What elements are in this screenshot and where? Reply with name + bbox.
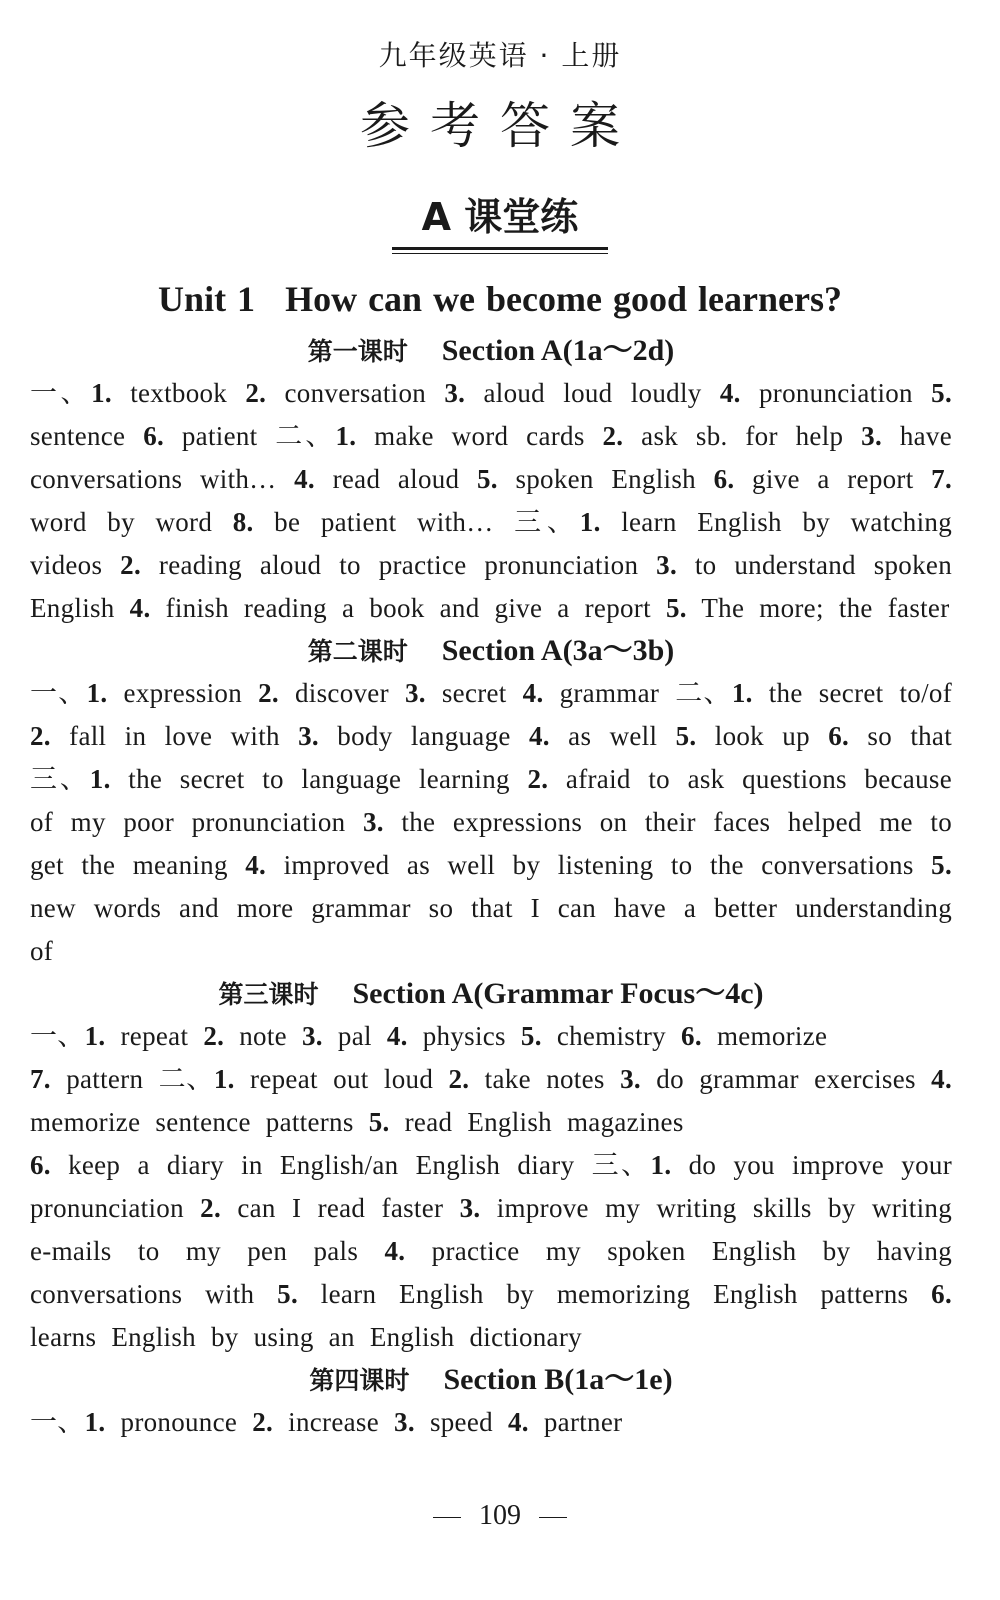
answer-text: secret — [425, 678, 523, 708]
answer-number: 2. — [258, 678, 279, 708]
answer-number: 3. — [444, 378, 466, 408]
lesson-section: Section A(1a～2d) — [441, 334, 675, 367]
running-head: 九年级英语 · 上册 — [378, 39, 622, 72]
answer-number: 2. — [448, 1064, 470, 1094]
answer-number: 3. — [620, 1064, 641, 1094]
answer-paragraph — [30, 1058, 952, 1144]
answer-text: so that 三、 — [30, 721, 953, 794]
answer-text: pal — [322, 1021, 387, 1051]
answer-text: look up — [696, 721, 829, 751]
answer-number: 1. — [86, 678, 108, 708]
answer-text: learns English by using an English dictionary — [30, 1322, 582, 1352]
answer-number: 6. — [681, 1021, 702, 1051]
answer-number: 2. — [203, 1021, 225, 1051]
answer-number: 3. — [861, 421, 882, 451]
answer-text: word by word — [30, 507, 233, 537]
part-title: A 课堂练 — [392, 186, 608, 250]
answer-number: 5. — [277, 1279, 299, 1309]
answer-number: 3. — [301, 1021, 323, 1051]
answer-text: spoken English — [497, 464, 714, 494]
lesson-label: 第三课时 — [218, 980, 319, 1009]
answer-text: learn English by memorizing English patterns — [298, 1279, 932, 1309]
answer-text: 一、 — [30, 1407, 85, 1437]
answer-paragraph — [30, 1015, 952, 1058]
footer-dash-right — [539, 1517, 567, 1518]
part-title-underline — [392, 253, 608, 254]
lesson-section: Section B(1a～1e) — [443, 1363, 673, 1396]
answer-text: aloud loud loudly — [465, 378, 720, 408]
answer-number: 4. — [245, 850, 267, 880]
unit-heading — [0, 278, 1000, 320]
answer-text: read English magazines — [389, 1107, 684, 1137]
lesson-label: 第一课时 — [307, 337, 408, 366]
answer-number: 1. — [650, 1150, 672, 1180]
answer-text: expression — [107, 678, 259, 708]
answer-number: 4. — [522, 678, 544, 708]
answer-text: do you improve your pronunciation — [30, 1150, 952, 1223]
answer-number: 6. — [828, 721, 850, 751]
answer-text: keep a diary in English/an English diary 三、 — [50, 1150, 651, 1180]
answer-text: as well — [549, 721, 676, 751]
answer-text: afraid to ask questions because of my poor pronunciation — [30, 764, 952, 837]
answer-number: 1. — [84, 1407, 106, 1437]
lesson-heading — [30, 330, 952, 372]
lesson-section: Section A(3a～3b) — [441, 634, 675, 667]
answer-text: can I read faster — [221, 1193, 460, 1223]
answer-number: 3. — [459, 1193, 481, 1223]
answer-number: 4. — [719, 378, 741, 408]
answer-text: physics — [407, 1021, 521, 1051]
answer-text: ask sb. for help — [623, 421, 862, 451]
answer-number: 5. — [476, 464, 498, 494]
answer-text: repeat — [105, 1021, 204, 1051]
answer-number: 3. — [298, 721, 319, 751]
answer-number: 5. — [931, 378, 952, 408]
answer-number: 1. — [731, 678, 753, 708]
answer-text: new words and more grammar so that I can have a better understanding of — [30, 893, 952, 966]
part-heading — [392, 186, 608, 254]
answer-number: 2. — [245, 378, 267, 408]
answer-text: pronunciation — [740, 378, 932, 408]
answer-text: read aloud — [314, 464, 477, 494]
answer-number: 1. — [335, 421, 357, 451]
answer-text: repeat out loud — [234, 1064, 449, 1094]
answer-text: note — [224, 1021, 302, 1051]
answer-number: 4. — [507, 1407, 529, 1437]
page-number-footer — [0, 1500, 1000, 1532]
answer-number: 5. — [368, 1107, 390, 1137]
answer-number: 3. — [394, 1407, 415, 1437]
answer-number: 4. — [384, 1236, 406, 1266]
answer-text: finish reading a book and give a report — [150, 593, 666, 623]
answer-number: 1. — [84, 1021, 106, 1051]
answer-text: speed — [414, 1407, 508, 1437]
lesson-heading — [30, 1359, 952, 1401]
answer-text: chemistry — [541, 1021, 682, 1051]
answer-number: 6. — [143, 421, 165, 451]
answer-text: The more; the faster — [686, 593, 950, 623]
answer-number: 4. — [386, 1021, 408, 1051]
answer-number: 7. — [931, 464, 953, 494]
answer-text: learn English by watching videos — [30, 507, 952, 580]
lesson-heading — [30, 630, 952, 672]
answer-number: 2. — [252, 1407, 274, 1437]
lesson-label: 第二课时 — [307, 637, 408, 666]
answer-text: improve my writing skills by writing e-mails to my pen pals — [30, 1193, 953, 1266]
answer-paragraph — [30, 372, 952, 630]
unit-number: Unit 1 — [158, 279, 256, 319]
answer-number: 3. — [404, 678, 426, 708]
answer-number: 7. — [30, 1064, 51, 1094]
answer-number: 2. — [120, 550, 142, 580]
answer-text: conversation — [266, 378, 445, 408]
answer-number: 2. — [200, 1193, 222, 1223]
page-number: 109 — [479, 1500, 521, 1531]
answer-text: be patient with… 三、 — [253, 507, 580, 537]
answer-number: 3. — [363, 807, 384, 837]
lesson-section: Section A(Grammar Focus～4c) — [352, 977, 764, 1010]
answer-text: sentence — [30, 421, 144, 451]
answer-text: textbook — [111, 378, 246, 408]
answer-text: take notes — [469, 1064, 621, 1094]
answer-text: improved as well by listening to the conversations — [266, 850, 932, 880]
answer-text: body language — [318, 721, 529, 751]
answer-number: 1. — [89, 764, 111, 794]
answer-number: 2. — [602, 421, 624, 451]
answer-number: 4. — [931, 1064, 952, 1094]
answer-number: 2. — [30, 721, 51, 751]
footer-dash-left — [433, 1517, 461, 1518]
answer-text: 一、 — [30, 678, 87, 708]
answer-number: 1. — [91, 378, 112, 408]
answer-text: make word cards — [356, 421, 603, 451]
answer-text: reading aloud to practice pronunciation — [141, 550, 657, 580]
answer-text: increase — [273, 1407, 395, 1437]
answer-number: 5. — [520, 1021, 542, 1051]
answer-text: the secret to language learning — [110, 764, 528, 794]
answer-text: memorize — [701, 1021, 828, 1051]
answers-content — [30, 330, 952, 1444]
page-title: 参考答案 — [360, 97, 640, 155]
answer-text: discover — [278, 678, 405, 708]
unit-title: How can we become good learners? — [285, 279, 842, 319]
answer-number: 6. — [931, 1279, 953, 1309]
answer-text: give a report — [734, 464, 932, 494]
answer-number: 5. — [675, 721, 697, 751]
answer-number: 5. — [665, 593, 687, 623]
answer-text: grammar 二、 — [543, 678, 732, 708]
answer-text: 一、 — [30, 1021, 85, 1051]
answer-number: 8. — [232, 507, 254, 537]
answer-text: do grammar exercises — [640, 1064, 932, 1094]
answer-number: 4. — [529, 721, 550, 751]
answer-text: fall in love with — [50, 721, 299, 751]
answer-number: 4. — [129, 593, 151, 623]
answer-text: patient 二、 — [164, 421, 336, 451]
answer-number: 1. — [213, 1064, 235, 1094]
answer-text: memorize sentence patterns — [30, 1107, 369, 1137]
answer-paragraph — [30, 1144, 952, 1359]
answer-text: the secret to/of — [752, 678, 952, 708]
answer-text: pronounce — [105, 1407, 253, 1437]
answer-number: 2. — [527, 764, 549, 794]
lesson-label: 第四课时 — [309, 1366, 410, 1395]
answer-paragraph — [30, 1401, 952, 1444]
answer-number: 6. — [713, 464, 735, 494]
answer-text: have conversations with… — [30, 421, 953, 494]
answer-text: practice my spoken English by having conversations with — [30, 1236, 952, 1309]
answer-text: to understand spoken English — [30, 550, 952, 623]
lesson-heading — [30, 973, 952, 1015]
answer-number: 3. — [656, 550, 677, 580]
answer-number: 1. — [579, 507, 601, 537]
answer-number: 6. — [30, 1150, 51, 1180]
answer-text: 一、 — [30, 378, 92, 408]
answer-text: the expressions on their faces helped me to get the meaning — [30, 807, 952, 880]
answer-paragraph — [30, 672, 952, 973]
answer-text: partner — [528, 1407, 623, 1437]
answer-text: pattern 二、 — [50, 1064, 214, 1094]
answer-number: 4. — [294, 464, 315, 494]
answer-number: 5. — [931, 850, 952, 880]
